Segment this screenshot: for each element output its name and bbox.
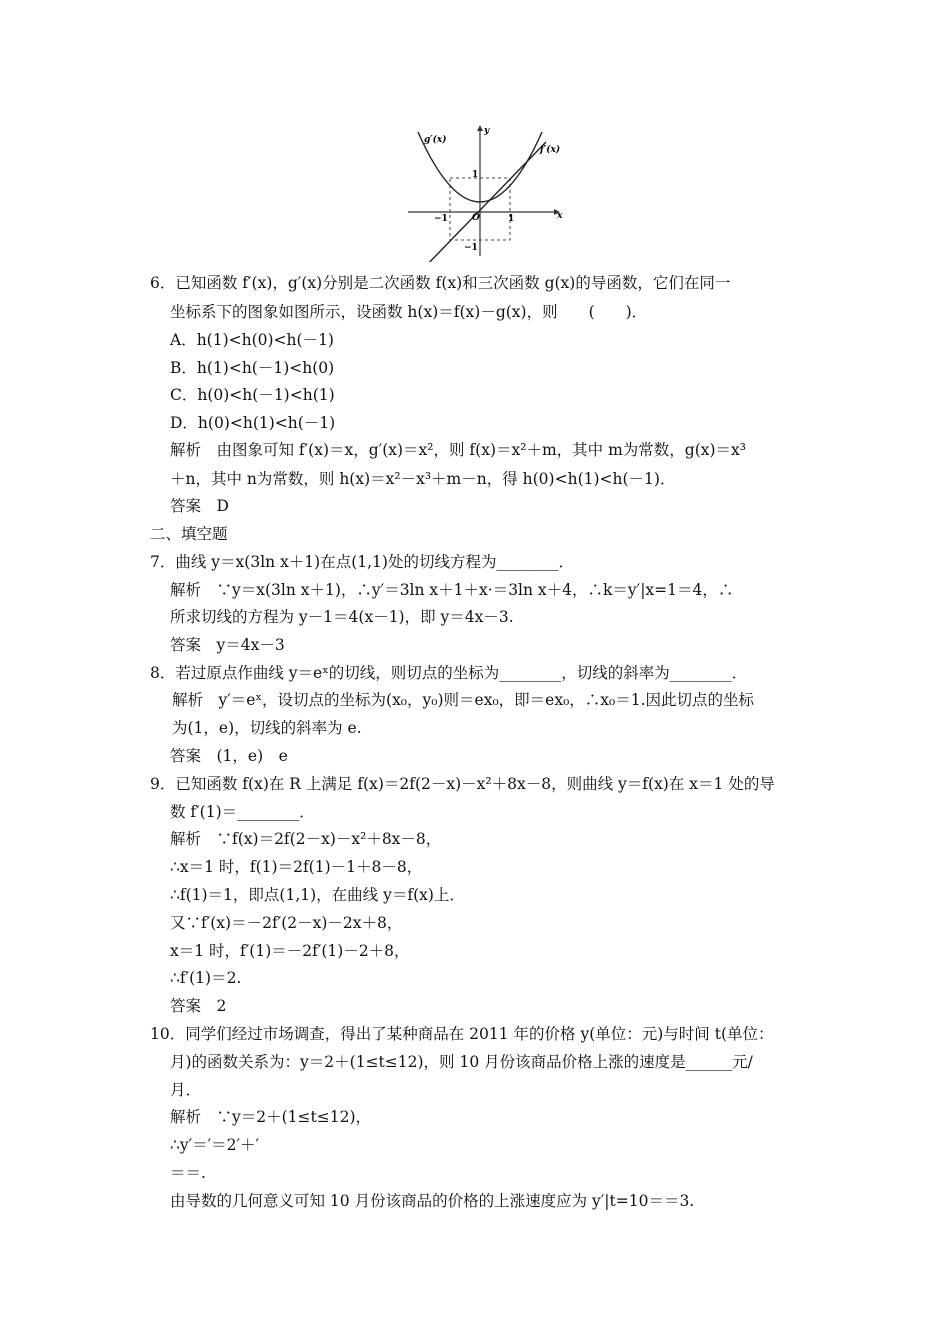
g-prime-label: g′(x) (424, 135, 447, 145)
tick-neg1-y-label: −1 (464, 243, 478, 253)
q6-option-b: B．h(1)<h(－1)<h(0) (170, 359, 335, 377)
q9-stem-line1: 9．已知函数 f(x)在 R 上满足 f(x)＝2f(2－x)－x²＋8x－8，则曲线 y＝f(x)在 x＝1 处的导 (150, 775, 775, 793)
f-prime-label: f′(x) (540, 145, 561, 155)
q9-solution-line3: ∴f(1)＝1，即点(1,1)，在曲线 y＝f(x)上． (170, 886, 465, 904)
q10-solution-line1: 解析 ∵y＝2＋(1≤t≤12)， (170, 1108, 372, 1126)
q10-stem-line2: 月)的函数关系为：y＝2＋(1≤t≤12)，则 10 月份该商品价格上涨的速度是______元/ (170, 1053, 753, 1071)
y-axis-label: y (484, 126, 490, 136)
q6-stem-line2: 坐标系下的图象如图所示，设函数 h(x)＝f(x)－g(x)，则 ( )． (170, 303, 648, 321)
q9-stem-line2: 数 f′(1)＝________． (170, 803, 315, 821)
q9-answer: 答案 2 (170, 997, 227, 1015)
q6-answer: 答案 D (170, 497, 229, 515)
section-heading-fill-in: 二、填空题 (150, 525, 228, 543)
tick-1-x-label: 1 (508, 214, 515, 224)
q6-option-a: A．h(1)<h(0)<h(－1) (170, 331, 334, 349)
q9-solution-line2: ∴x＝1 时，f(1)＝2f(1)－1＋8－8， (170, 858, 423, 876)
q8-answer: 答案 (1，e) e (170, 747, 288, 765)
tick-1-y-label: 1 (472, 170, 479, 180)
q8-stem: 8．若过原点作曲线 y＝eˣ的切线，则切点的坐标为________，切线的斜率为________． (150, 664, 748, 682)
q9-solution-line5: x＝1 时，f′(1)＝－2f′(1)－2＋8， (170, 942, 410, 960)
q10-stem-line3: 月． (170, 1081, 202, 1099)
q7-stem: 7．曲线 y＝x(3ln x＋1)在点(1,1)处的切线方程为________． (150, 553, 574, 571)
q9-solution-line6: ∴f′(1)＝2. (170, 969, 242, 987)
origin-label: O (472, 213, 480, 223)
y-axis-arrow-icon (477, 125, 483, 131)
q6-stem-line1: 6．已知函数 f′(x)，g′(x)分别是二次函数 f(x)和三次函数 g(x)的导函数，它们在同一 (150, 274, 731, 292)
q8-solution-line2: 为(1，e)，切线的斜率为 e. (172, 719, 362, 737)
q6-solution-line1: 解析 由图象可知 f′(x)＝x，g′(x)＝x²，则 f(x)＝x²＋m，其中 m为常数，g(x)＝x³ (170, 441, 746, 459)
q8-solution-line1: 解析 y′＝eˣ，设切点的坐标为(x₀，y₀)则＝ex₀，即＝ex₀，∴x₀＝1.因此切点的坐标 (172, 691, 755, 709)
function-graph-figure (404, 122, 576, 262)
x-axis-label: x (557, 211, 563, 221)
q7-answer: 答案 y＝4x－3 (170, 636, 285, 654)
q7-solution-line1: 解析 ∵y＝x(3ln x＋1)，∴y′＝3ln x＋1＋x·＝3ln x＋4，∴k＝y′|x=1＝4，∴ (170, 581, 734, 599)
q9-solution-line4: 又∵f′(x)＝－2f′(2－x)－2x＋8， (170, 914, 403, 932)
q6-option-c: C．h(0)<h(－1)<h(1) (170, 386, 335, 404)
q10-solution-line3: ＝＝. (170, 1164, 206, 1182)
q7-solution-line2: 所求切线的方程为 y－1＝4(x－1)，即 y＝4x－3. (170, 608, 514, 626)
q6-option-d: D．h(0)<h(1)<h(－1) (170, 414, 336, 432)
q6-solution-line2: ＋n，其中 n为常数，则 h(x)＝x²－x³＋m－n，得 h(0)<h(1)<h(－1)． (170, 470, 676, 488)
q9-solution-line1: 解析 ∵f(x)＝2f(2－x)－x²＋8x－8， (170, 830, 442, 848)
q10-stem-line1: 10．同学们经过市场调查，得出了某种商品在 2011 年的价格 y(单位：元)与时间 t(单位： (150, 1025, 774, 1043)
q10-solution-line2: ∴y′＝′＝2′＋′ (170, 1136, 260, 1154)
tick-neg1-x-label: −1 (434, 214, 448, 224)
q10-solution-line4: 由导数的几何意义可知 10 月份该商品的价格的上涨速度应为 y′|t=10＝＝3. (170, 1192, 695, 1210)
